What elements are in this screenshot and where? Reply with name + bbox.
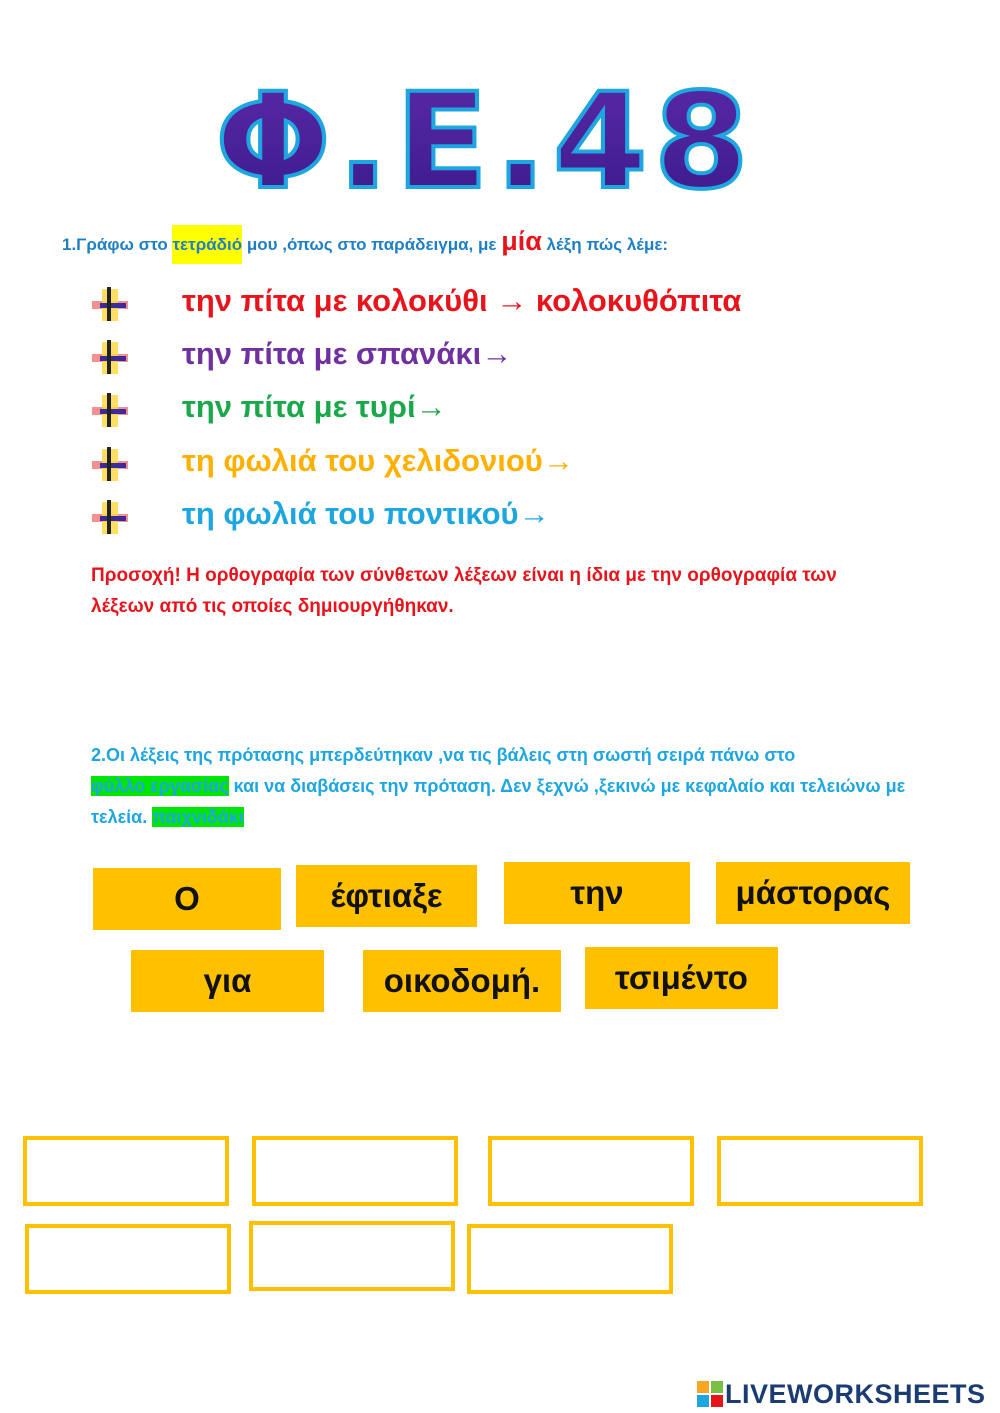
page-title (205, 72, 765, 212)
exercise1-instruction (62, 226, 668, 257)
word-tile[interactable] (93, 868, 281, 930)
instruction-text: λέξη πώς λέμε: (541, 235, 669, 254)
word-label: οικοδομή. (383, 962, 541, 999)
game-link[interactable]: παιχνιδάκι (152, 807, 244, 827)
word-tile[interactable] (504, 862, 690, 924)
logo-text: LIVEWORKSHEETS (725, 1379, 986, 1409)
answer-slot[interactable] (467, 1224, 673, 1294)
bullet-cross-icon (88, 391, 132, 431)
phrase-text: τη φωλιά του ποντικού→ (182, 496, 550, 531)
word-label: μάστορας (735, 874, 891, 911)
bullet-cross-icon (88, 445, 132, 485)
phrase-text: την πίτα με σπανάκι→ (182, 336, 513, 371)
instruction-text: μου ,όπως στο παράδειγμα, με (242, 235, 502, 254)
word-label: Ο (174, 880, 200, 917)
phrase-item (88, 283, 888, 327)
word-label: έφτιαξε (330, 877, 443, 914)
svg-text:Φ.Ε.48: Φ.Ε.48 (215, 72, 755, 212)
phrase-text: την πίτα με κολοκύθι → κολοκυθόπιτα (182, 283, 742, 318)
bullet-cross-icon (88, 285, 132, 325)
spelling-note: Προσοχή! Η ορθογραφία των σύνθετων λέξεων είναι η ίδια με την ορθογραφία των λέξεων από τις οποίες δημιουργήθηκαν. (91, 565, 837, 617)
phrase-item (88, 496, 888, 540)
answer-slot[interactable] (488, 1136, 694, 1206)
bullet-cross-icon (88, 498, 132, 538)
exercise2-instruction (91, 740, 926, 833)
word-tile[interactable] (131, 950, 324, 1012)
instruction-text: 1.Γράφω στο (62, 235, 173, 254)
instruction-text: 2.Οι λέξεις της πρότασης μπερδεύτηκαν ,να τις βάλεις στη σωστή σειρά πάνω στο (91, 745, 796, 765)
highlighted-word: τετράδιό (172, 225, 242, 264)
answer-slot[interactable] (25, 1224, 231, 1294)
answer-slot[interactable] (717, 1136, 923, 1206)
answer-slot[interactable] (23, 1136, 229, 1206)
word-tile[interactable] (716, 862, 910, 924)
liveworksheets-logo-icon (697, 1381, 723, 1407)
word-tile[interactable] (363, 950, 561, 1012)
phrase-text: την πίτα με τυρί→ (182, 389, 447, 424)
emphasis-word: μία (501, 226, 542, 256)
instruction-text: και να διαβάσεις την πρόταση. Δεν ξεχνώ ,ξεκινώ με κεφαλαίο και τελειώνω με τελεία. (91, 776, 906, 827)
phrase-item (88, 336, 888, 380)
phrase-item (88, 443, 888, 487)
bullet-cross-icon (88, 338, 132, 378)
answer-slot[interactable] (252, 1136, 458, 1206)
answer-slot[interactable] (249, 1221, 455, 1291)
word-label: την (570, 874, 624, 911)
worksheet-link[interactable]: φύλλο εργασίας (91, 776, 229, 796)
word-label: για (203, 962, 252, 999)
phrase-text: τη φωλιά του χελιδονιού→ (182, 443, 574, 478)
word-label: τσιμέντο (615, 959, 748, 996)
word-tile[interactable] (296, 865, 477, 927)
phrase-item (88, 389, 888, 433)
liveworksheets-logo[interactable] (697, 1378, 997, 1410)
word-tile[interactable] (585, 947, 778, 1009)
